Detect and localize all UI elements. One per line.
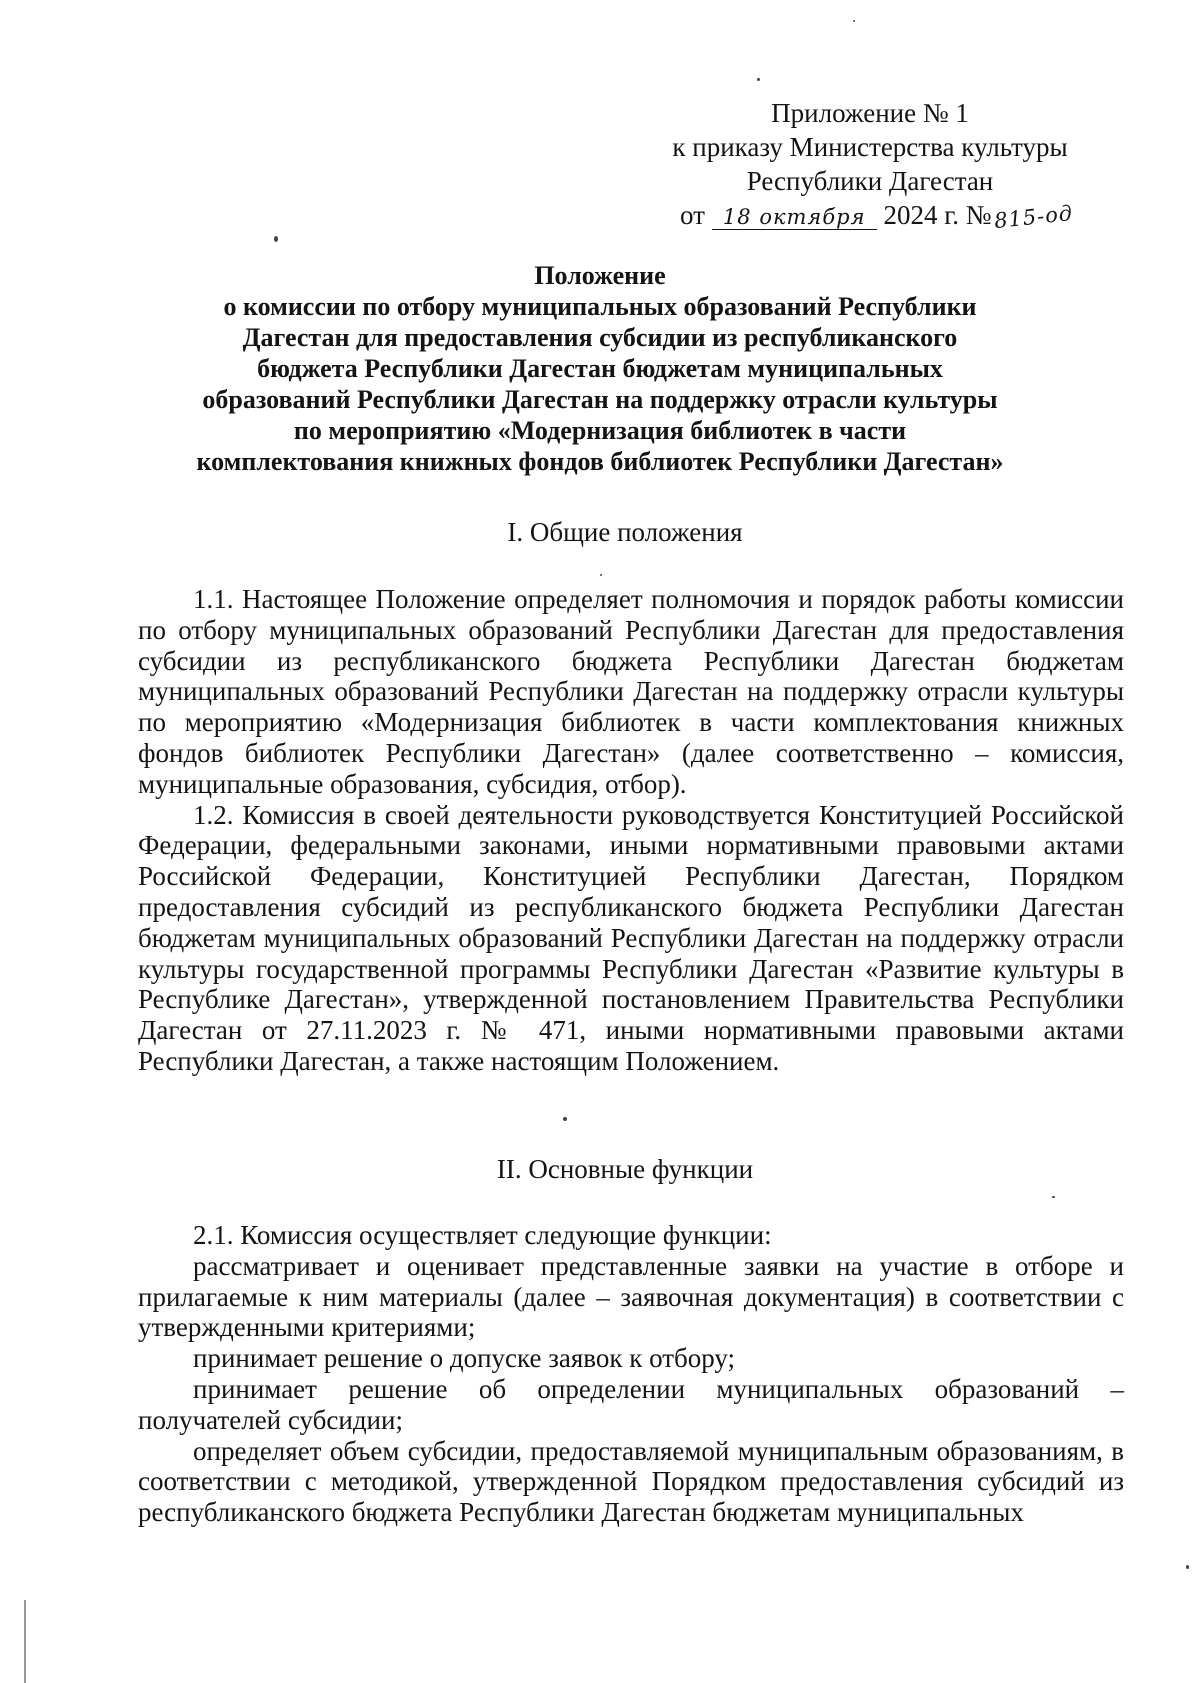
title-line: о комиссии по отбору муниципальных образований Республики <box>223 292 977 321</box>
title-line: бюджета Республики Дагестан бюджетам муниципальных <box>257 354 943 383</box>
section-1-heading: I. Общие положения <box>507 517 743 547</box>
document-title <box>160 260 1040 477</box>
title-line: по мероприятию «Модернизация библиотек в части <box>293 416 907 445</box>
title-line: Положение <box>534 261 666 290</box>
function-item: определяет объем субсидии, предоставляемой муниципальным образованиям, в соответствии с методикой, утвержденной Порядком предоставления субсидий из республиканского бюджета Республики Дагестан бюджетам муниципальных <box>138 1435 1124 1528</box>
section-2-heading: II. Основные функции <box>496 1154 754 1184</box>
annex-date-line <box>640 198 1100 234</box>
title-line: Дагестан для предоставления субсидии из республиканского <box>242 323 958 352</box>
paragraph-1-2: 1.2. Комиссия в своей деятельности руководствуется Конституцией Российской Федерации, федеральными законами, иными нормативными правовыми актами Российской Федерации, Конституцией Республики Дагестан, Порядком предоставления субсидий из республиканского бюджета Республики Дагестан бюджетам муниципальных образований Республики Дагестан на поддержку отрасли культуры государственной программы Республики Дагестан «Развитие культуры в Республике Дагестан», утвержденной постановлением Правительства Республики Дагестан от 27.11.2023 г. № 471, иными нормативными правовыми актами Республики Дагестан, а также настоящим Положением. <box>138 799 1124 1076</box>
scan-page-edge <box>24 1600 26 1683</box>
scan-speck <box>757 78 760 81</box>
function-item: принимает решение о допуске заявок к отбору; <box>193 1343 736 1374</box>
paragraph-1-1: 1.1. Настоящее Положение определяет полномочия и порядок работы комиссии по отбору муниципальных образований Республики Дагестан для предоставления субсидии из республиканского бюджета Республики Дагестан бюджетам муниципальных образований Республики Дагестан на поддержку отрасли культуры по мероприятию «Модернизация библиотек в части комплектования книжных фондов библиотек Республики Дагестан» (далее соответственно – комиссия, муниципальные образования, субсидия, отбор). <box>138 584 1124 799</box>
scan-speck <box>853 20 855 22</box>
annex-year-text: 2024 г. № <box>883 200 992 230</box>
function-item: рассматривает и оценивает представленные заявки на участие в отборе и прилагаемые к ним материалы (далее – заявочная документация) в соответствии с утвержденными критериями; <box>138 1250 1124 1343</box>
section-2-body <box>138 1220 1124 1528</box>
title-line: образований Республики Дагестан на поддержку отрасли культуры <box>202 385 998 414</box>
section-1-body <box>138 584 1124 1077</box>
function-item: принимает решение об определении муниципальных образований – получателей субсидии; <box>138 1373 1124 1435</box>
annex-order-ref: к приказу Министерства культуры <box>672 132 1068 162</box>
handwritten-order-number: 815-од <box>992 200 1074 234</box>
paragraph-2-1: 2.1. Комиссия осуществляет следующие функции: <box>193 1220 772 1250</box>
annex-title: Приложение № 1 <box>771 98 969 128</box>
annex-from-label: от <box>680 200 705 230</box>
scan-speck <box>274 236 278 242</box>
scan-speck <box>1186 1565 1189 1569</box>
title-line: комплектования книжных фондов библиотек Республики Дагестан» <box>196 447 1004 476</box>
handwritten-date: 18 октября <box>712 205 877 230</box>
scan-speck <box>1052 1196 1055 1198</box>
annex-block <box>640 96 1100 234</box>
annex-republic: Республики Дагестан <box>746 166 994 196</box>
scan-speck <box>600 574 602 576</box>
scan-speck <box>563 1117 567 1121</box>
